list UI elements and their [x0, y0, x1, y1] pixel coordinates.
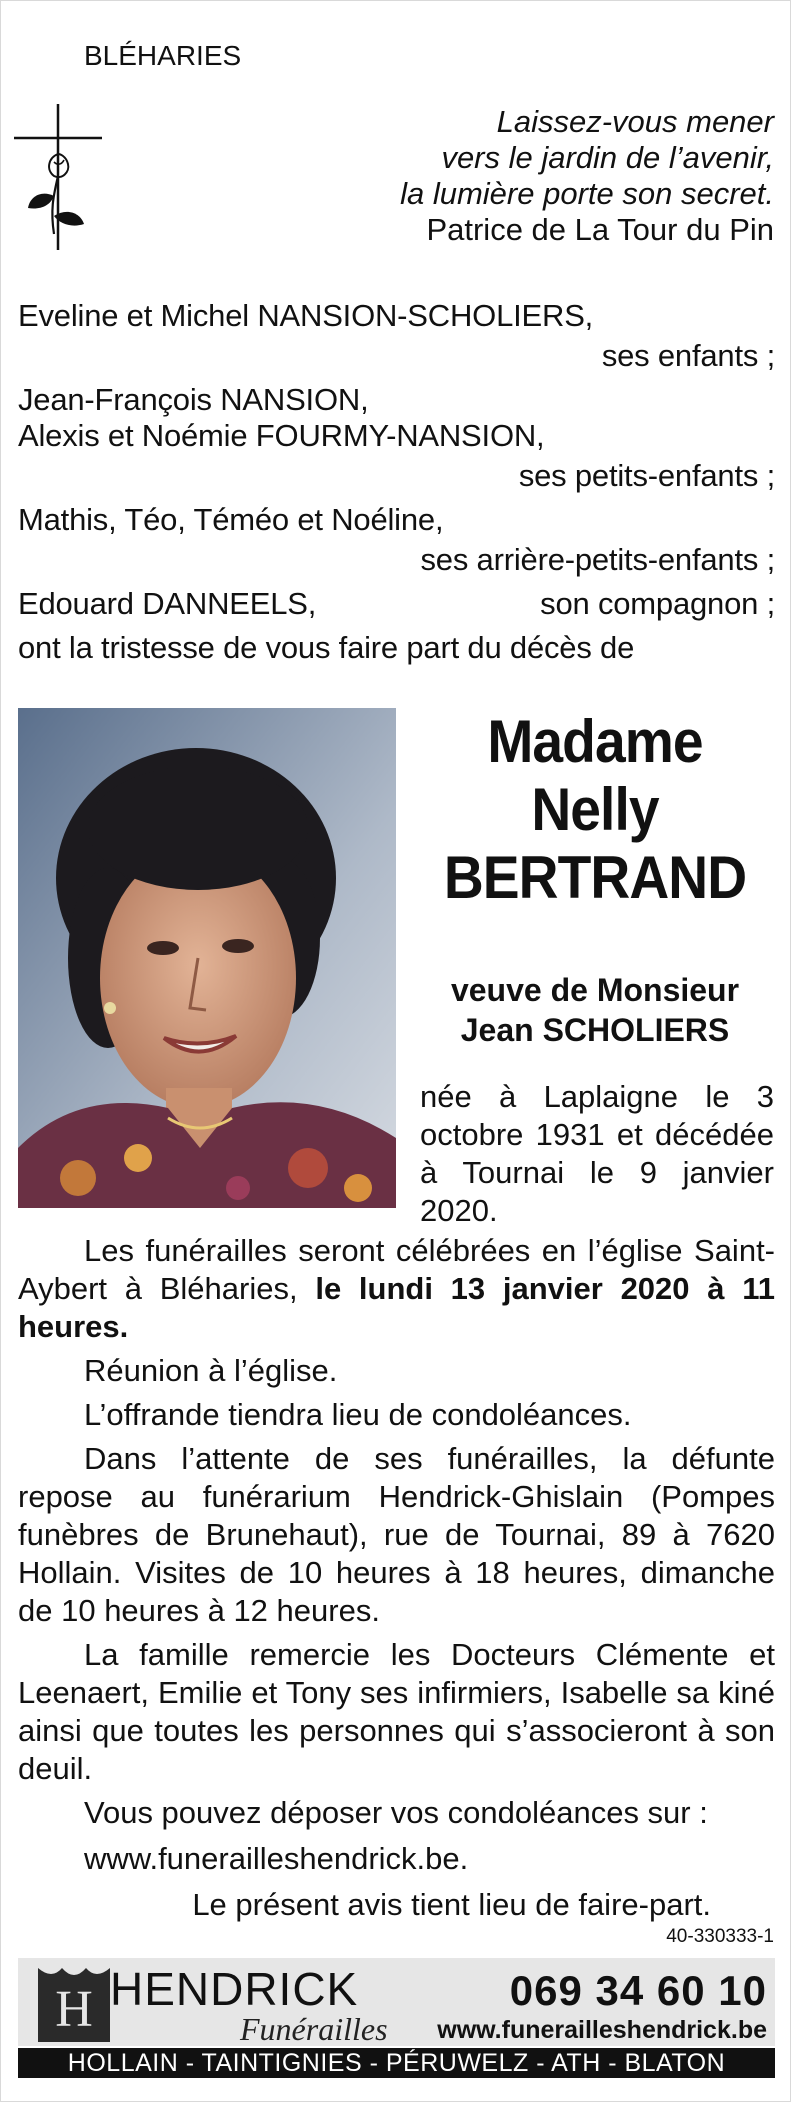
phone-number: 069 34 60 10	[509, 1967, 767, 2014]
church-meeting: Réunion à l’église.	[84, 1353, 338, 1388]
family-role-3: ses arrière-petits-enfants ;	[420, 542, 775, 577]
brand-script: Funérailles	[240, 2011, 388, 2047]
hendrick-logo-icon	[32, 1962, 116, 2046]
locations-bar: HOLLAIN - TAINTIGNIES - PÉRUWELZ - ATH - BLATON	[18, 2048, 775, 2078]
portrait-photo	[18, 708, 396, 1208]
family-role-4: son compagnon ;	[540, 586, 775, 621]
deceased-title: Madame	[487, 708, 703, 775]
family-line-2: Jean-François NANSION,	[18, 382, 369, 417]
logo-letter: H	[55, 1981, 93, 2038]
quote-author: Patrice de La Tour du Pin	[426, 212, 774, 247]
banner-top	[18, 1958, 775, 2046]
notice-statement: Le présent avis tient lieu de faire-part.	[192, 1887, 711, 1922]
offering-note: L’offrande tiendra lieu de condoléances.	[84, 1397, 632, 1432]
deceased-last-name: BERTRAND	[443, 844, 747, 911]
funeral-paragraph	[18, 1232, 775, 1346]
deceased-name	[420, 708, 770, 912]
condolences-url: www.funerailleshendrick.be.	[84, 1841, 469, 1876]
family-line-1: Eveline et Michel NANSION-SCHOLIERS,	[18, 298, 594, 333]
widow-of	[420, 970, 770, 1050]
thanks-paragraph: La famille remercie les Docteurs Clémente et Leenaert, Emilie et Tony ses infirmiers, Isabelle sa kiné ainsi que toutes les personnes qui s’associeront à son deuil.	[18, 1637, 775, 1786]
announcement-line: ont la tristesse de vous faire part du décès de	[18, 630, 635, 665]
deceased-first-name: Nelly	[531, 776, 659, 843]
family-line-3: Alexis et Noémie FOURMY-NANSION,	[18, 418, 545, 453]
quote-line-1: Laissez-vous mener	[496, 104, 774, 139]
website-link[interactable]: www.funerailleshendrick.be	[437, 2016, 767, 2044]
funeral-date: le lundi 13 janvier 2020 à 11 heures.	[18, 1271, 776, 1344]
widow-line-1: veuve de Monsieur	[450, 972, 740, 1008]
funerarium-paragraph: Dans l’attente de ses funérailles, la défunte repose au funérarium Hendrick-Ghislain (Pompes funèbres de Brunehaut), rue de Tournai, 89 à 7620 Hollain. Visites de 10 heures à 18 heures, dimanche de 10 heures à 12 heures.	[18, 1441, 775, 1628]
cross-rose-icon	[14, 104, 102, 250]
family-line-5: Edouard DANNEELS,	[18, 586, 317, 621]
widow-line-2: Jean SCHOLIERS	[460, 1012, 730, 1048]
quote-line-3: la lumière porte son secret.	[400, 176, 774, 211]
epitaph-quote	[300, 104, 774, 248]
funeral-home-banner	[18, 1958, 775, 2078]
family-line-4: Mathis, Téo, Téméo et Noéline,	[18, 502, 444, 537]
family-role-2: ses petits-enfants ;	[518, 458, 775, 493]
birth-death-info: née à Laplaigne le 3 octobre 1931 et décédée à Tournai le 9 janvier 2020.	[420, 1079, 774, 1228]
place-name: BLÉHARIES	[84, 40, 242, 71]
condolences-paragraph: Vous pouvez déposer vos condoléances sur :	[84, 1795, 708, 1830]
family-role-1: ses enfants ;	[601, 338, 775, 373]
funeral-text: Les funérailles seront célébrées en l’église Saint-Aybert à Bléharies,	[18, 1233, 775, 1306]
quote-line-2: vers le jardin de l’avenir,	[441, 140, 774, 175]
reference-number: 40-330333-1	[666, 1926, 774, 1947]
brand-name: HENDRICK	[110, 1963, 359, 2015]
